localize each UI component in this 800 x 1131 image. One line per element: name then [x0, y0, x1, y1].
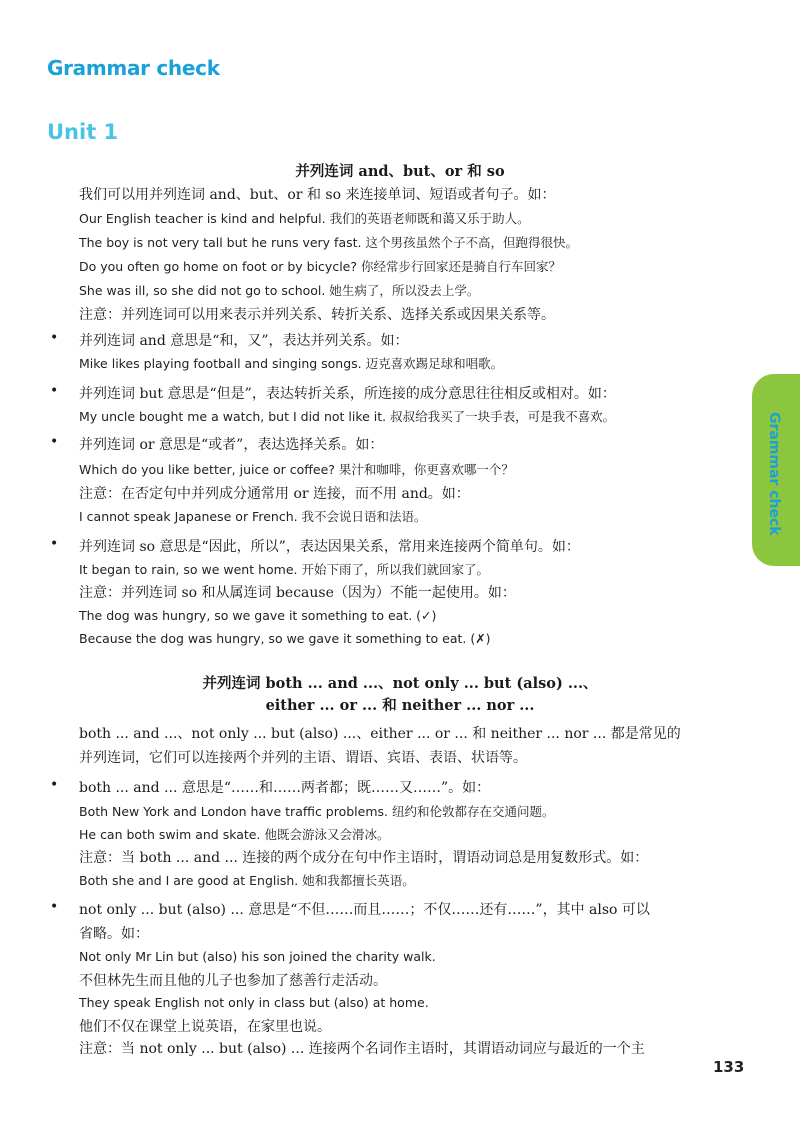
text-line: 并列连词 so 意思是“因此，所以”，表达因果关系，常用来连接两个简单句。如： [79, 539, 580, 555]
unit-heading: Unit 1 [47, 120, 119, 144]
text-line: both ... and ...、not only ... but (also) ...、either ... or ... 和 neither ... nor ... 都是常见的 [79, 726, 681, 742]
section-heading: 并列连词 both ... and ...、not only ... but (also) ...、 [202, 675, 598, 692]
side-tab-label: Grammar check [766, 412, 782, 536]
text-line: Not only Mr Lin but (also) his son joined the charity walk. [79, 949, 436, 964]
text-line: Because the dog was hungry, so we gave it something to eat. (✗) [79, 631, 491, 646]
text-line: Mike likes playing football and singing songs. 迈克喜欢踢足球和唱歌。 [79, 356, 504, 371]
text-line: It began to rain, so we went home. 开始下雨了，所以我们就回家了。 [79, 562, 489, 577]
text-line: not only ... but (also) ... 意思是“不但……而且……；不仅……还有……”，其中 also 可以 [79, 902, 650, 918]
text-line: 不但林先生而且他的儿子也参加了慈善行走活动。 [79, 973, 387, 989]
text-line: Our English teacher is kind and helpful. 我们的英语老师既和蔼又乐于助人。 [79, 211, 530, 226]
text-line: 我们可以用并列连词 and、but、or 和 so 来连接单词、短语或者句子。如： [79, 187, 556, 203]
text-line: Both New York and London have traffic problems. 纽约和伦敦都存在交通问题。 [79, 804, 555, 819]
text-line: 并列连词 or 意思是“或者”，表达选择关系。如： [79, 437, 384, 453]
text-line: She was ill, so she did not go to school. 她生病了，所以没去上学。 [79, 283, 480, 298]
text-line: He can both swim and skate. 他既会游泳又会滑冰。 [79, 827, 390, 842]
text-line: The boy is not very tall but he runs very fast. 这个男孩虽然个子不高，但跑得很快。 [79, 235, 578, 250]
text-line: 注意：并列连词 so 和从属连词 because（因为）不能一起使用。如： [79, 585, 516, 601]
bullet-icon: • [50, 434, 59, 450]
text-line: 注意：并列连词可以用来表示并列关系、转折关系、选择关系或因果关系等。 [79, 307, 555, 323]
text-line: The dog was hungry, so we gave it something to eat. (✓) [79, 608, 437, 623]
text-line: Which do you like better, juice or coffee? 果汁和咖啡，你更喜欢哪一个？ [79, 462, 514, 477]
text-line: They speak English not only in class but (also) at home. [79, 995, 429, 1010]
bullet-icon: • [50, 899, 59, 915]
text-line: 并列连词 and 意思是“和，又”，表达并列关系。如： [79, 333, 409, 349]
page-number: 133 [713, 1058, 745, 1076]
bullet-icon: • [50, 536, 59, 552]
text-line: 省略。如： [79, 926, 149, 942]
bullet-icon: • [50, 383, 59, 399]
text-line: Both she and I are good at English. 她和我都擅长英语。 [79, 873, 415, 888]
page-title: Grammar check [47, 56, 220, 80]
text-line: I cannot speak Japanese or French. 我不会说日语和法语。 [79, 509, 427, 524]
text-line: 注意：当 not only ... but (also) ... 连接两个名词作主语时，其谓语动词应与最近的一个主 [79, 1041, 645, 1057]
bullet-icon: • [50, 330, 59, 346]
text-line: 并列连词 but 意思是“但是”，表达转折关系，所连接的成分意思往往相反或相对。如： [79, 386, 616, 402]
text-line: both ... and ... 意思是“……和……两者都；既……又……”。如： [79, 780, 491, 796]
text-line: Do you often go home on foot or by bicycle? 你经常步行回家还是骑自行车回家？ [79, 259, 561, 274]
section-heading: 并列连词 and、but、or 和 so [295, 163, 505, 180]
grammar-check-side-tab[interactable] [752, 374, 800, 566]
text-line: My uncle bought me a watch, but I did not like it. 叔叔给我买了一块手表，可是我不喜欢。 [79, 409, 616, 424]
section-heading: either ... or ... 和 neither ... nor ... [265, 697, 535, 714]
text-line: 注意：在否定句中并列成分通常用 or 连接，而不用 and。如： [79, 486, 470, 502]
text-line: 并列连词，它们可以连接两个并列的主语、谓语、宾语、表语、状语等。 [79, 750, 527, 766]
text-line: 注意：当 both ... and ... 连接的两个成分在句中作主语时，谓语动词总是用复数形式。如： [79, 850, 649, 866]
bullet-icon: • [50, 777, 59, 793]
text-line: 他们不仅在课堂上说英语，在家里也说。 [79, 1019, 331, 1035]
